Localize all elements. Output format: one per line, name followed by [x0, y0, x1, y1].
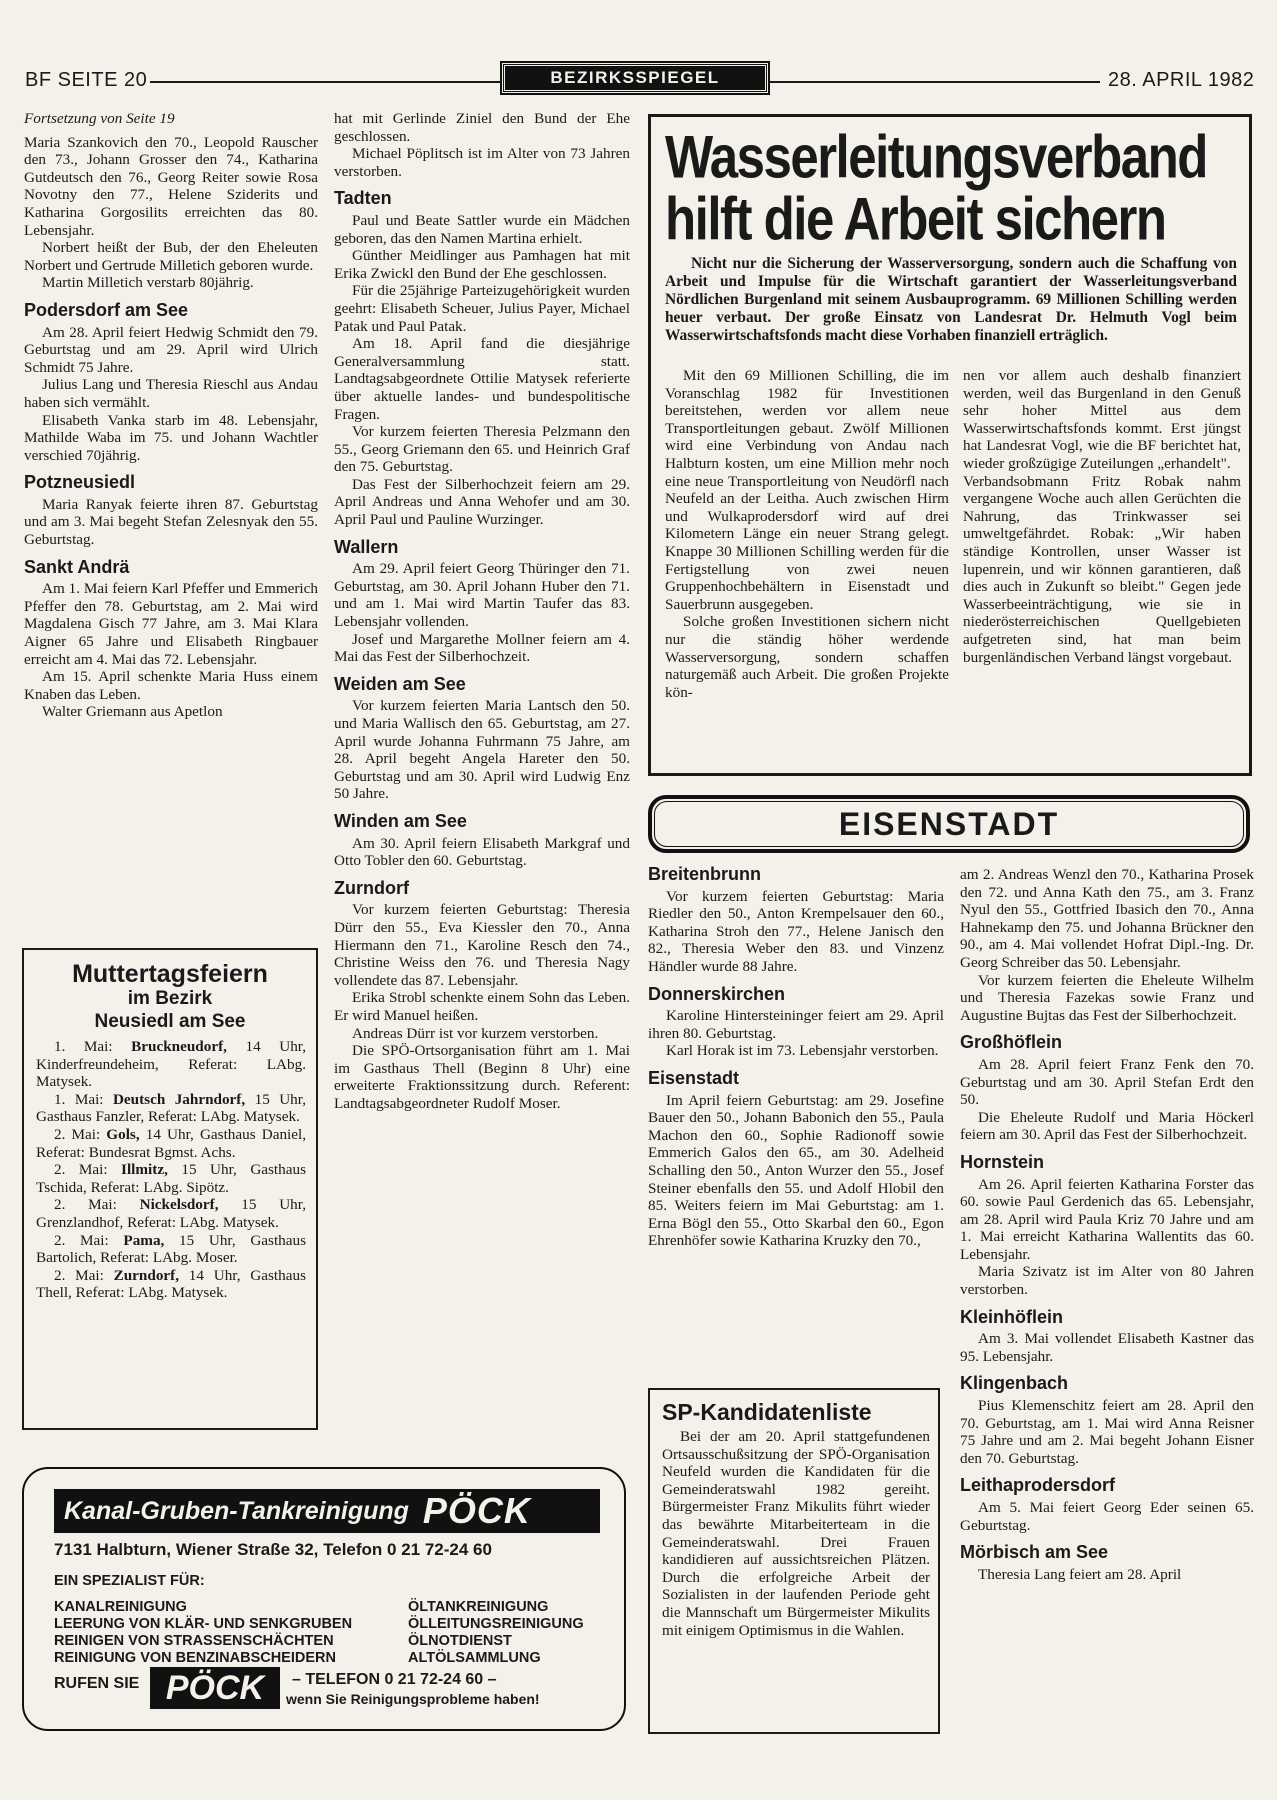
event-place: Pama, — [123, 1231, 165, 1249]
place-heading: Breitenbrunn — [648, 864, 762, 884]
banner-inner-frame — [654, 801, 1244, 847]
paragraph: Das Fest der Silberhochzeit feiern am 29. April Andreas und Anna Wehofer und am 30. April Paul und Pauline Wurzinger. — [334, 475, 630, 529]
place-heading: Donnerskirchen — [648, 983, 786, 1004]
ad-services-right — [408, 1599, 584, 1667]
column-1 — [24, 110, 318, 721]
place-heading: Winden am See — [334, 810, 467, 831]
paragraph: Maria Szivatz ist im Alter von 80 Jahren verstorben. — [960, 1263, 1254, 1299]
ad-specialist: EIN SPEZIALIST FÜR: — [54, 1573, 205, 1589]
paragraph: Am 5. Mai feiert Georg Eder seinen 65. Geburtstag. — [960, 1499, 1254, 1534]
paragraph: Die Eheleute Rudolf und Maria Höckerl feiern am 30. April das Fest der Silberhochzeit. — [960, 1108, 1254, 1144]
event-item — [36, 1038, 306, 1091]
paragraph: am 2. Andreas Wenzl den 70., Katharina Prosek den 72. und Anna Kath den 75., am 3. Franz Nyul den 55., Gottfried Ibasich den 70., Anna Hahnekamp den 75. und Johanna Brückner den 90., am 4. Mai vollendet Hofrat Dipl.-Ing. Dr. Georg Schreiber das 50. Lebensjahr. — [960, 866, 1254, 971]
paragraph: Maria Ranyak feierte ihren 87. Geburtstag und am 3. Mai begeht Stefan Zelesnyak den 55. Geburtstag. — [24, 495, 318, 549]
ad-service: ÖLTANKREINIGUNG — [408, 1599, 549, 1615]
ad-phone: – TELEFON 0 21 72-24 60 – — [292, 1671, 497, 1688]
event-details: 15 Uhr, Gasthaus Fanzler, Referat: LAbg. Matysek. — [36, 1090, 307, 1126]
paragraph: Walter Griemann aus Apetlon — [42, 703, 223, 721]
event-date: 2. Mai: — [54, 1196, 117, 1214]
kandidaten-box — [648, 1388, 940, 1734]
paragraph: Andreas Dürr ist vor kurzem verstorben. — [352, 1024, 599, 1042]
section-label: BEZIRKSSPIEGEL — [502, 63, 768, 93]
event-place: Illmitz, — [121, 1161, 168, 1179]
paragraph: Theresia Lang feiert am 28. April — [978, 1565, 1182, 1583]
place-heading: Hornstein — [960, 1151, 1045, 1172]
paragraph: Vor kurzem feierten Theresia Pelzmann den 55., Georg Griemann den 65. und Heinrich Graf den 75. Geburtstag. — [334, 423, 630, 476]
page-number: BF SEITE 20 — [25, 69, 148, 91]
paragraph: Elisabeth Vanka starb im 48. Lebensjahr, Mathilde Waba im 75. und Johann Wachtler verschied 70jährig. — [24, 411, 318, 464]
ad-service: ÖLNOTDIENST — [408, 1633, 512, 1649]
paragraph: Norbert heißt der Bub, der den Eheleuten Norbert und Gertrude Milletich geboren wurde. — [24, 239, 318, 274]
event-details: 15 Uhr, Gasthaus Bartolich, Referat: LAbg. Moser. — [36, 1231, 307, 1267]
paragraph: Am 15. April schenkte Maria Huss einem Knaben das Leben. — [24, 668, 318, 703]
ad-address: 7131 Halbturn, Wiener Straße 32, Telefon 0 21 72-24 60 — [54, 1540, 492, 1559]
event-place: Nickelsdorf, — [139, 1196, 219, 1214]
paragraph: Martin Milletich verstarb 80jährig. — [42, 274, 254, 292]
ad-tagline: wenn Sie Reinigungsprobleme haben! — [286, 1691, 540, 1707]
event-item — [36, 1091, 306, 1126]
event-details: 15 Uhr, Grenzlandhof, Referat: LAbg. Matysek. — [36, 1196, 307, 1231]
place-heading: Podersdorf am See — [24, 299, 189, 320]
place-heading: Sankt Andrä — [24, 556, 130, 577]
paragraph: Solche großen Investitionen sichern nicht nur die ständig höher werdende Wasserversorgung, sondern schaffen naturgemäß auch Arbeit. Die großen Projekte kön- — [665, 613, 949, 701]
paragraph: Am 18. April fand die diesjährige Generalversammlung statt. Landtagsabgeordnete Ottilie Matysek referierte über aktuelle landes- und bundespolitische Fragen. — [334, 335, 630, 423]
ad-service: KANALREINIGUNG — [54, 1599, 187, 1615]
place-heading: Zurndorf — [334, 877, 409, 898]
ad-brand: PÖCK — [422, 1490, 531, 1531]
place-heading: Mörbisch am See — [960, 1542, 1109, 1563]
event-date: 2. Mai: — [54, 1266, 104, 1284]
event-item — [36, 1196, 306, 1231]
headline — [665, 123, 1245, 253]
paragraph: Günther Meidlinger aus Pamhagen hat mit Erika Zwickl den Bund der Ehe geschlossen. — [334, 247, 630, 282]
place-heading: Tadten — [334, 188, 392, 209]
event-place: Gols, — [106, 1125, 140, 1143]
eisenstadt-column-2 — [960, 866, 1254, 1583]
event-date: 1. Mai: — [54, 1090, 104, 1108]
advertisement — [22, 1467, 626, 1731]
place-heading: Klingenbach — [960, 1373, 1069, 1394]
paragraph: Vor kurzem feierten Maria Lantsch den 50. und Maria Wallisch den 65. Geburtstag, am 27. April wurde Johanna Fuhrmann 75 Jahre, am 28. April begeht Angela Hareter den 50. Geburtstag und am 30. April wird Ludwig Enz 50 Jahre. — [334, 697, 630, 803]
headline-line-2: hilft die Arbeit sichern — [665, 185, 1166, 253]
ad-title: Kanal-Gruben-Tankreinigung — [64, 1496, 409, 1525]
place-heading: Potzneusiedl — [24, 472, 136, 493]
box-subtitle: im Bezirk — [127, 988, 213, 1009]
muttertag-box — [22, 948, 318, 1430]
event-date: 1. Mai: — [54, 1038, 113, 1055]
paragraph: Am 29. April feiert Georg Thüringer den 71. Geburtstag, am 30. April Johann Huber den 71. und am 1. Mai wird Martin Taufer das 83. Lebensjahr vollenden. — [334, 560, 630, 631]
place-heading: Wallern — [334, 536, 399, 557]
ad-title-bar — [54, 1489, 600, 1533]
feature-column-left — [665, 367, 949, 701]
paragraph: Am 26. April feierten Katharina Forster das 60. sowie Paul Gerdenich das 65. Lebensjahr, am 28. April wird Paula Kriz 70 Jahre und am 1. Mai erreicht Katharina Wallentits das 60. Lebensjahr. — [960, 1175, 1254, 1263]
ad-service: REINIGUNG VON BENZINABSCHEIDERN — [54, 1650, 336, 1666]
event-list — [36, 1038, 306, 1302]
ad-service: ÖLLEITUNGSREINIGUNG — [408, 1616, 584, 1632]
event-place: Deutsch Jahrndorf, — [112, 1090, 246, 1108]
feature-column-right — [963, 367, 1241, 666]
event-details: 15 Uhr, Gasthaus Tschida, Referat: LAbg. Sipötz. — [36, 1161, 306, 1196]
ad-service: LEERUNG VON KLÄR- UND SENKGRUBEN — [54, 1616, 353, 1632]
ad-service: ALTÖLSAMMLUNG — [408, 1650, 541, 1666]
paragraph: Am 28. April feiert Hedwig Schmidt den 79. Geburtstag und am 29. April wird Ulrich Schmidt 75 Jahre. — [24, 323, 318, 376]
header-rule-left — [150, 81, 500, 83]
paragraph: Josef und Margarethe Mollner feiern am 4. Mai das Fest der Silberhochzeit. — [334, 630, 630, 666]
headline-line-1: Wasserleitungsverband — [665, 123, 1207, 191]
box-title: Muttertagsfeiern — [72, 960, 268, 988]
place-heading: Leithaprodersdorf — [960, 1475, 1116, 1496]
event-date: 2. Mai: — [54, 1231, 109, 1249]
paragraph: Maria Szankovich den 70., Leopold Rauscher den 73., Johann Grosser den 74., Katharina Gutdeutsch den 76., Georg Reiter sowie Rosa Novotny den 77., Helene Sziderits und Katharina Gorgosilits erreichten das 80. Lebensjahr. — [24, 133, 318, 239]
paragraph: Paul und Beate Sattler wurde ein Mädchen geboren, das den Namen Martina erhielt. — [334, 211, 630, 247]
paragraph: Die SPÖ-Ortsorganisation führt am 1. Mai im Gasthaus Thell (Beginn 8 Uhr) eine erweiterte Fraktionssitzung durch. Referent: Landtagsabgeordneter Rudolf Moser. — [334, 1042, 630, 1112]
lead-paragraph: Nicht nur die Sicherung der Wasserversorgung, sondern auch die Schaffung von Arbeit und Impulse für die Wirtschaft garantiert der Wasserleitungsverband Nördlichen Burgenland mit seinem Ausbauprogramm. 69 Millionen Schilling werden heuer verbaut. Der große Einsatz von Landesrat Dr. Helmuth Vogl beim Wasserwirtschaftsfonds macht diese Vorhaben finanziell erträglich. — [665, 255, 1237, 344]
event-details: 14 Uhr, Kinderfreundeheim, Referat: LAbg. Matysek. — [36, 1038, 307, 1091]
box-text — [662, 1428, 930, 1639]
event-place: Zurndorf, — [113, 1266, 180, 1284]
ad-call: RUFEN SIE — [54, 1675, 140, 1692]
paragraph: Am 3. Mai vollendet Elisabeth Kastner das 95. Lebensjahr. — [960, 1330, 1254, 1365]
place-heading: Eisenstadt — [648, 1067, 740, 1088]
paragraph: Erika Strobl schenkte einem Sohn das Leben. Er wird Manuel heißen. — [334, 989, 630, 1024]
place-heading: Weiden am See — [334, 673, 466, 694]
event-item — [36, 1126, 306, 1161]
paragraph: Vor kurzem feierten Geburtstag: Maria Riedler den 50., Anton Krempelsauer den 60., Katharina Stroh den 77., Helene Janisch den 82., Theresia Weber den 83. und Vinzenz Händler wurde 88 Jahre. — [648, 887, 944, 975]
place-heading: Großhöflein — [960, 1032, 1062, 1053]
paragraph: Karl Horak ist im 73. Lebensjahr verstorben. — [666, 1042, 939, 1060]
paragraph: Karoline Hintersteininger feiert am 29. April ihren 80. Geburtstag. — [648, 1007, 944, 1042]
event-details: 14 Uhr, Gasthaus Daniel, Referat: Bundesrat Bgmst. Achs. — [36, 1125, 307, 1161]
place-heading: Kleinhöflein — [960, 1306, 1063, 1327]
paragraph: Am 1. Mai feiern Karl Pfeffer und Emmerich Pfeffer den 78. Geburtstag, am 2. Mai wird Magdalena Gisch 77 Jahre, am 3. Mai Klara Aigner 65 Jahre und Elisabeth Ringbauer erreicht am 4. Mai das 72. Lebensjahr. — [24, 580, 318, 668]
event-details: 14 Uhr, Gasthaus Thell, Referat: LAbg. Matysek. — [36, 1266, 306, 1302]
paragraph: Michael Pöplitsch ist im Alter von 73 Jahren verstorben. — [334, 145, 630, 180]
event-date: 2. Mai: — [54, 1125, 101, 1143]
event-item — [36, 1161, 306, 1196]
paragraph: Im April feiern Geburtstag: am 29. Josefine Bauer den 50., Johann Babonich den 55., Paula Machon den 60., Sophie Radionoff sowie Emmerich Galos den 65., am 30. Adelheid Schalling den 50., Anton Wurzer den 55., Josef Steiner ebenfalls den 55. und Adolf Hlobil den 85. Weiters feiern im Mai Geburtstag: am 1. Erna Bögl den 55., Otto Skarbal den 60., Egon Ehrenhöfer sowie Katharina Kruzky den 70., — [648, 1091, 944, 1250]
paragraph: Vor kurzem feierten Geburtstag: Theresia Dürr den 55., Eva Kiessler den 70., Anna Hiermann den 71., Karoline Resch den 74., Christine Weiss den 76. und Theresia Nagy vollendete das 87. Lebensjahr. — [334, 901, 630, 989]
paragraph: Für die 25jährige Parteizugehörigkeit wurden geehrt: Elisabeth Scheuer, Julius Payer, Michael Patak und Paul Patak. — [334, 282, 630, 335]
header-rule-right — [770, 81, 1100, 83]
feature-article — [648, 114, 1252, 776]
ad-logo: PÖCK — [150, 1667, 280, 1709]
paragraph: nen vor allem auch deshalb finanziert werden, weil das Burgenland in den Genuß sehr hoher Mittel aus dem Wasserwirtschaftsfonds kommt. Erst jüngst hat Landesrat Vogl, wie die BF berichtet hat, wieder großzügige Zuteilungen „erhandelt". — [963, 367, 1241, 472]
column-2 — [334, 110, 630, 1112]
box-subtitle: Neusiedl am See — [94, 1011, 246, 1032]
paragraph: Pius Klemenschitz feiert am 28. April den 70. Geburtstag, am 1. Mai wird Anna Reisner 75 Jahre und am 2. Mai begeht Johann Eisner den 70. Geburtstag. — [960, 1397, 1254, 1467]
box-title: SP-Kandidatenliste — [662, 1399, 872, 1425]
paragraph: Am 28. April feiert Franz Fenk den 70. Geburtstag und am 30. April Stefan Erdt den 50. — [960, 1055, 1254, 1109]
event-date: 2. Mai: — [54, 1161, 108, 1179]
eisenstadt-column-1 — [648, 866, 944, 1250]
ad-services-left — [54, 1599, 352, 1667]
event-item — [36, 1267, 306, 1302]
section-banner: EISENSTADT — [648, 795, 1250, 853]
paragraph: Vor kurzem feierten die Eheleute Wilhelm und Theresia Fazekas sowie Franz und Augustine Bujtas das Fest der Silberhochzeit. — [960, 971, 1254, 1024]
issue-date: 28. APRIL 1982 — [1108, 69, 1255, 91]
event-item — [36, 1232, 306, 1267]
paragraph: Mit den 69 Millionen Schilling, die im Voranschlag 1982 für Investitionen bereitstehen, werden vor allem neue Transportleitungen gebaut. Zwölf Millionen wird eine Verbindung von Andau nach Halbturn kosten, um eine Million mehr noch eine neue Transportleitung von Neudörfl nach Neufeld an der Leitha. Auch zwischen Hirm und Wulkaprodersdorf wird auf drei Kilometern Länge ein neuer Strang gelegt. Knappe 30 Millionen Schilling werden für die Fertigstellung von zwei neuen Gruppenhochbehältern in Eisenstadt und Sauerbrunn ausgegeben. — [665, 367, 949, 613]
paragraph: Verbandsobmann Fritz Robak nahm vergangene Woche auch allen Gerüchten die Nahrung, das Trinkwasser sei umweltgefährdet. Robak: „Wir haben ständige Kontrollen, unser Wasser ist lupenrein, und wir können garantieren, daß dies auch in Zukunft so bleibt." Gegen jede Wasserbeeinträchtigung, wie sie in niederösterreichischen Quellgebieten aufgetreten sind, hat man beim burgenländischen Verband längst vorgebaut. — [963, 472, 1241, 666]
paragraph: Bei der am 20. April stattgefundenen Ortsausschußsitzung der SPÖ-Organisation Neufeld wurden die Kandidaten für die Gemeinderatswahl 1982 gereiht. Bürgermeister Franz Mikulits führt wieder das bewährte Mitarbeiterteam in die Gemeinderatswahl. Drei Frauen kandidieren auf aussichtsreichen Plätzen. Durch die erfolgreiche Arbeit der Sozialisten in der laufenden Periode geht die Mannschaft um Bürgermeister Mikulits mit einigem Optimismus in die Wahlen. — [662, 1428, 930, 1639]
continued-note: Fortsetzung von Seite 19 — [24, 110, 175, 127]
paragraph: hat mit Gerlinde Ziniel den Bund der Ehe geschlossen. — [334, 110, 630, 145]
event-place: Bruckneudorf, — [131, 1038, 227, 1055]
paragraph: Julius Lang und Theresia Rieschl aus Andau haben sich vermählt. — [24, 376, 318, 411]
paragraph: Am 30. April feiern Elisabeth Markgraf und Otto Tobler den 60. Geburtstag. — [334, 834, 630, 870]
ad-service: REINIGEN VON STRASSENSCHÄCHTEN — [54, 1633, 334, 1649]
